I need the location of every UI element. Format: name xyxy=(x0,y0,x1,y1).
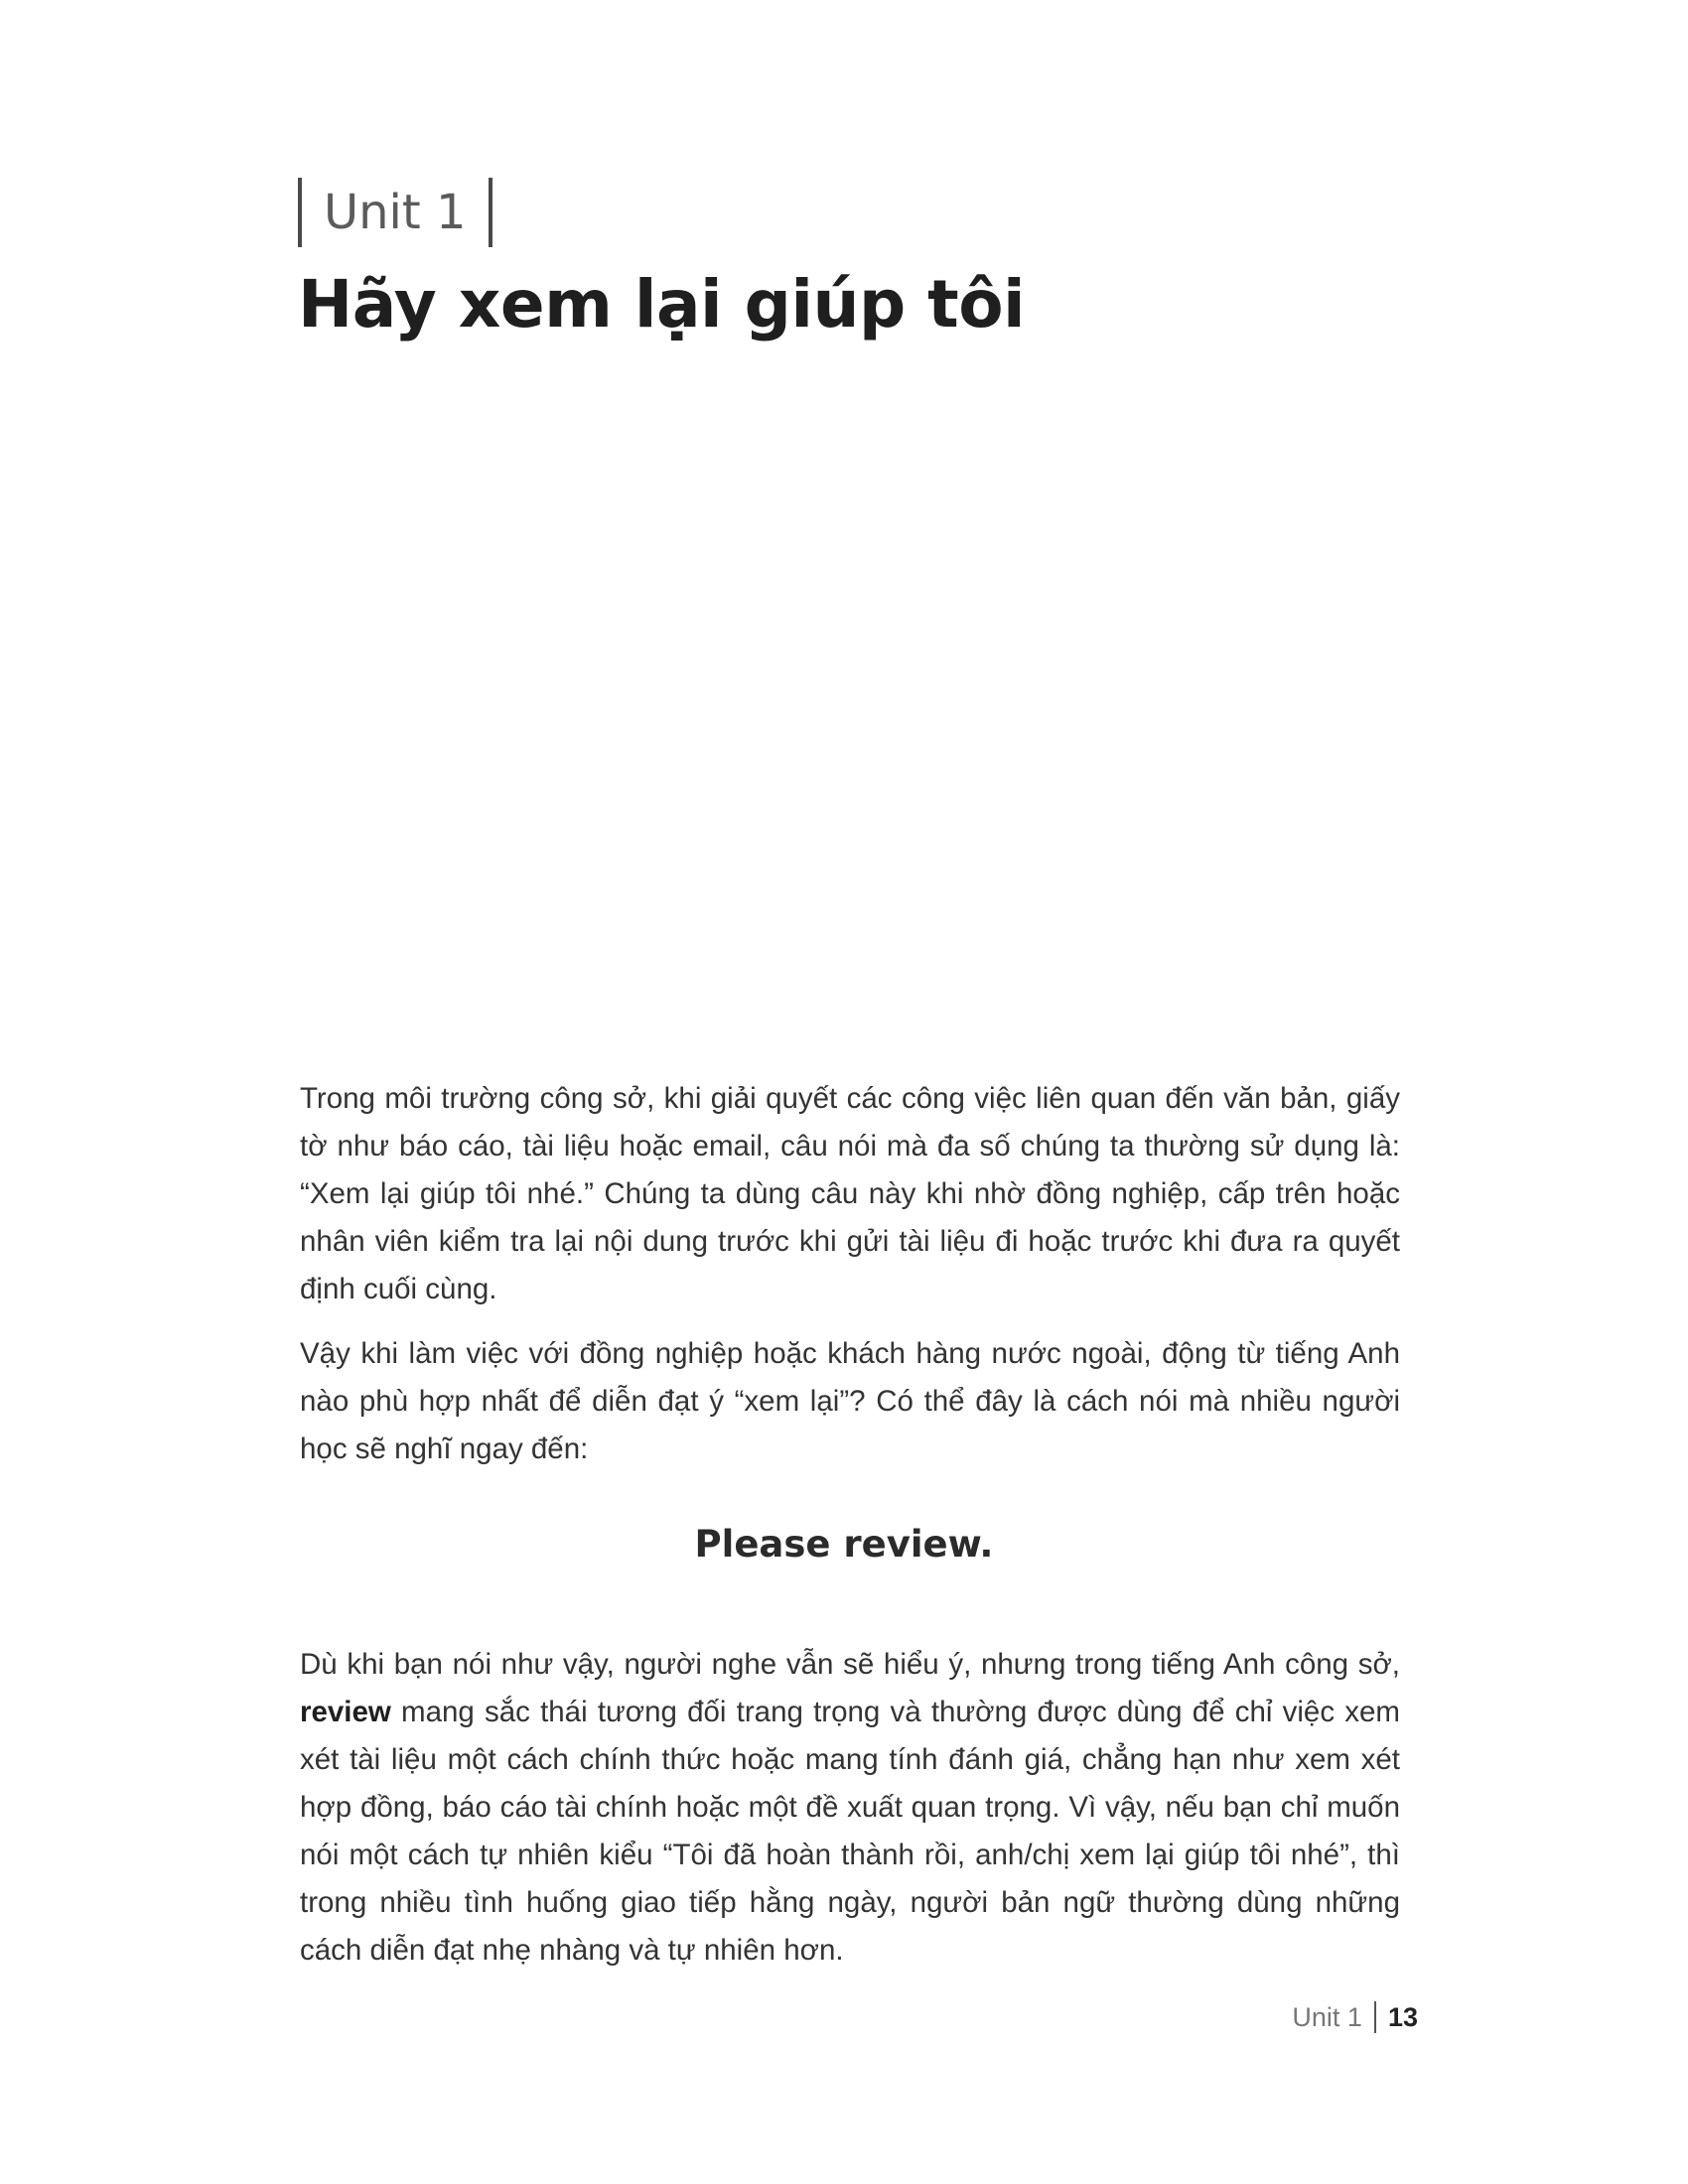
unit-label-left-bar xyxy=(298,178,302,247)
page-footer xyxy=(1292,2001,1418,2033)
highlight-phrase: Please review. xyxy=(694,1523,994,1566)
page-number: 13 xyxy=(1387,2001,1418,2032)
explanation-text-start: Dù khi bạn nói như vậy, người nghe vẫn sẽ hiểu ý, nhưng trong tiếng Anh công sở, xyxy=(300,1648,1400,1681)
chapter-title: Hãy xem lại giúp tôi xyxy=(298,266,1026,342)
unit-label-right-bar xyxy=(489,178,492,247)
question-paragraph: Vậy khi làm việc với đồng nghiệp hoặc khách hàng nước ngoài, động từ tiếng Anh nào phù hợp nhất để diễn đạt ý “xem lại”? Có thể đây là cách nói mà nhiều người học sẽ nghĩ ngay đến: xyxy=(300,1337,1400,1465)
intro-paragraph: Trong môi trường công sở, khi giải quyết các công việc liên quan đến văn bản, giấy tờ như báo cáo, tài liệu hoặc email, câu nói mà đa số chúng ta thường sử dụng là: “Xem lại giúp tôi nhé.” Chúng ta dùng câu này khi nhờ đồng nghiệp, cấp trên hoặc nhân viên kiểm tra lại nội dung trước khi gửi tài liệu đi hoặc trước khi đưa ra quyết định cuối cùng. xyxy=(300,1082,1400,1305)
explanation-paragraph xyxy=(300,1641,1400,1975)
footer-divider xyxy=(1374,2001,1376,2033)
unit-label xyxy=(298,177,492,248)
footer-unit-label: Unit 1 xyxy=(1292,2001,1362,2032)
unit-label-text: Unit 1 xyxy=(324,185,467,240)
keyword-review: review xyxy=(300,1696,391,1728)
explanation-text-end: mang sắc thái tương đối trang trọng và thường được dùng để chỉ việc xem xét tài liệu một cách chính thức hoặc mang tính đánh giá, chẳng hạn như xem xét hợp đồng, báo cáo tài chính hoặc một đề xuất quan trọng. Vì vậy, nếu bạn chỉ muốn nói một cách tự nhiên kiểu “Tôi đã hoàn thành rồi, anh/chị xem lại giúp tôi nhé”, thì trong nhiều tình huống giao tiếp hằng ngày, người bản ngữ thường dùng những cách diễn đạt nhẹ nhàng và tự nhiên hơn. xyxy=(300,1696,1400,1967)
